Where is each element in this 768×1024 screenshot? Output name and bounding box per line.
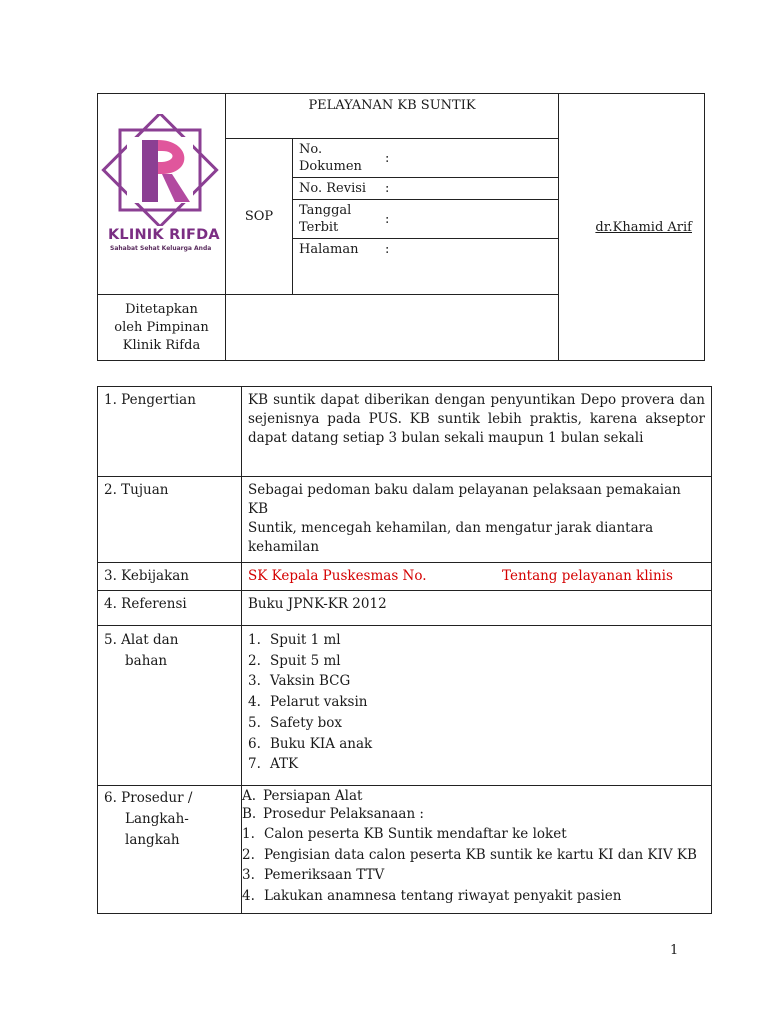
meta-table: [292, 138, 559, 295]
logo-cell: [98, 94, 226, 295]
label-alat: 5. Alat dan bahan: [98, 626, 242, 786]
list-item: 3. Vaksin BCG: [248, 673, 351, 690]
list-item: 1. Calon peserta KB Suntik mendaftar ke loket: [242, 826, 567, 842]
label-pengertian: 1. Pengertian: [98, 387, 242, 477]
text-tujuan: Sebagai pedoman baku dalam pelayanan pelaksaan pemakaian KB Suntik, mencegah kehamilan, dan mengatur jarak diantara kehamilan: [242, 477, 712, 563]
row-alat: [98, 626, 712, 786]
meta-row-revisi: No. Revisi :: [293, 178, 559, 200]
text-prosedur: [242, 786, 712, 914]
label-kebijakan: 3. Kebijakan: [98, 563, 242, 591]
meta-cell: [293, 139, 559, 295]
label-referensi: 4. Referensi: [98, 591, 242, 626]
sop-content-table: [97, 386, 712, 914]
list-item: B. Prosedur Pelaksanaan :: [242, 806, 424, 822]
row-referensi: [98, 591, 712, 626]
list-item: 4. Pelarut vaksin: [248, 694, 368, 711]
list-item: 4. Lakukan anamnesa tentang riwayat penyakit pasien: [242, 888, 622, 905]
list-item: 6. Buku KIA anak: [248, 735, 373, 752]
sop-header-table: [97, 93, 705, 361]
ditetapkan-cell: Ditetapkan oleh Pimpinan Klinik Rifda: [98, 295, 226, 361]
meta-row-tanggal: Tanggal Terbit :: [293, 200, 559, 239]
row-kebijakan: [98, 563, 712, 591]
row-prosedur: [98, 786, 712, 914]
brand-tagline: Sahabat Sehat Keluarga Anda: [110, 245, 212, 252]
row-pengertian: [98, 387, 712, 477]
list-item: A. Persiapan Alat: [242, 788, 363, 804]
signatory-name: dr.Khamid Arif: [595, 219, 692, 235]
list-item: 7. ATK: [248, 756, 299, 773]
page-number: 1: [670, 943, 679, 958]
document-title: PELAYANAN KB SUNTIK: [226, 94, 559, 139]
list-item: 1. Spuit 1 ml: [248, 632, 341, 648]
star-r-logo-icon: [101, 114, 219, 226]
list-item: 2. Spuit 5 ml: [248, 652, 341, 669]
sop-label: SOP: [226, 139, 293, 295]
row-tujuan: [98, 477, 712, 563]
list-item: 3. Pemeriksaan TTV: [242, 867, 385, 884]
label-tujuan: 2. Tujuan: [98, 477, 242, 563]
text-pengertian: KB suntik dapat diberikan dengan penyuntikan Depo provera dan sejenisnya pada PUS. KB suntik lebih praktis, karena akseptor dapat datang setiap 3 bulan sekali maupun 1 bulan sekali: [242, 387, 712, 477]
meta-row-dokumen: No. Dokumen :: [293, 139, 559, 178]
list-item: 5. Safety box: [248, 714, 343, 731]
list-alat: [242, 626, 712, 786]
text-kebijakan: SK Kepala Puskesmas No. Tentang pelayanan klinis: [242, 563, 712, 591]
list-item: 2. Pengisian data calon peserta KB suntik ke kartu KI dan KIV KB: [242, 846, 697, 863]
signatory-cell: [559, 94, 705, 361]
label-prosedur: 6. Prosedur / Langkah- langkah: [98, 786, 242, 914]
klinik-rifda-logo: [98, 94, 225, 294]
blank-sign-cell: [226, 295, 559, 361]
text-referensi: Buku JPNK-KR 2012: [242, 591, 712, 626]
brand-name: KLINIK RIFDA: [108, 227, 220, 243]
meta-row-halaman: Halaman :: [293, 239, 559, 295]
